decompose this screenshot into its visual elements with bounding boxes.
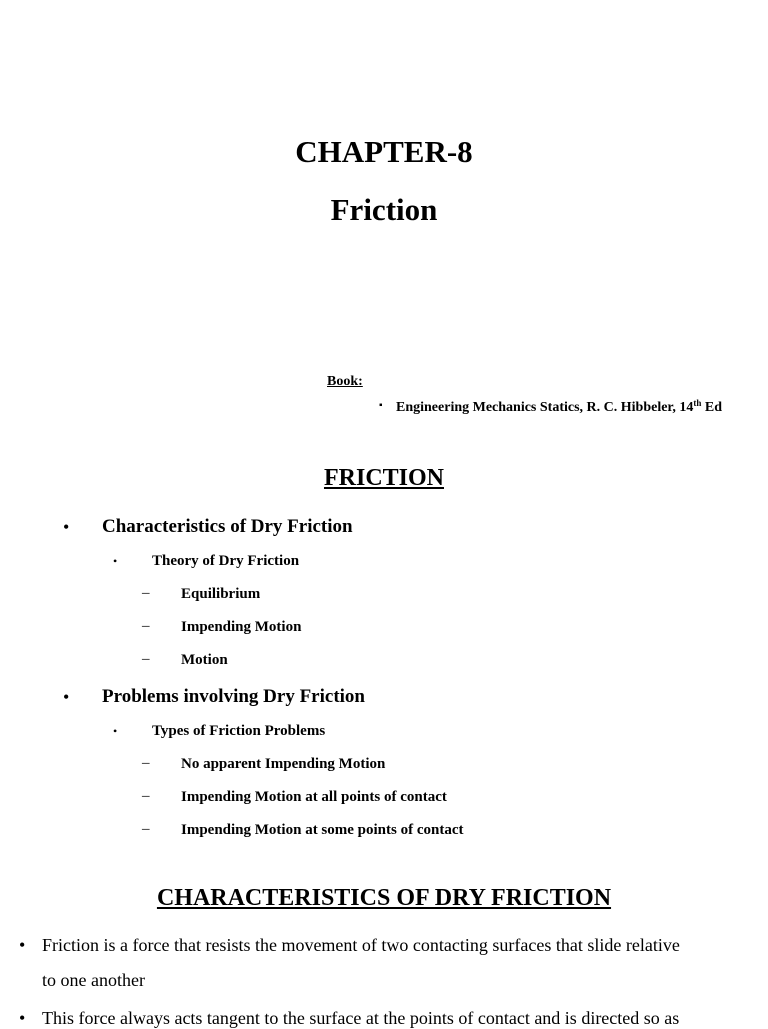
section-bullet-text: Friction is a force that resists the movement of two contacting surfaces that slide relative [42,935,680,955]
section-bullet-text: to one another [42,970,145,990]
chapter-title: CHAPTER-8 [295,134,473,169]
outline-marker: • [113,554,118,568]
book-label: Book: [327,374,363,389]
outline-marker: • [113,724,118,738]
outline-marker: • [63,517,70,537]
outline-marker: – [142,585,150,601]
chapter-topic: Friction [330,192,438,227]
book-reference [396,400,722,416]
outline-marker: – [142,618,150,634]
outline-marker: • [63,687,70,707]
outline-heading: FRICTION [323,465,444,491]
book-reference-main: Engineering Mechanics Statics, R. C. Hibbeler, 14 [396,400,694,415]
outline-marker: – [142,821,150,837]
outline-item: Characteristics of Dry Friction [102,516,353,537]
book-reference-tail: Ed [701,400,723,415]
outline-item: Types of Friction Problems [152,723,326,739]
outline-item: Impending Motion at some points of contact [181,822,464,838]
book-bullet: ▪ [379,400,383,411]
section-bullet-marker: • [19,935,26,955]
section-bullet-text: This force always acts tangent to the surface at the points of contact and is directed so as [42,1008,680,1028]
section-heading: CHARACTERISTICS OF DRY FRICTION [156,885,612,911]
outline-marker: – [142,755,150,771]
outline-item: Impending Motion at all points of contact [181,789,447,805]
outline-item: Motion [181,652,228,668]
outline-item: Theory of Dry Friction [152,553,300,569]
section-bullet-marker: • [19,1008,26,1028]
book-reference-sup: th [693,398,702,408]
outline-marker: – [142,788,150,804]
outline-marker: – [142,651,150,667]
outline-item: Impending Motion [181,619,302,635]
outline-item: No apparent Impending Motion [181,756,386,772]
outline-item: Equilibrium [181,586,261,602]
outline-item: Problems involving Dry Friction [102,686,365,707]
